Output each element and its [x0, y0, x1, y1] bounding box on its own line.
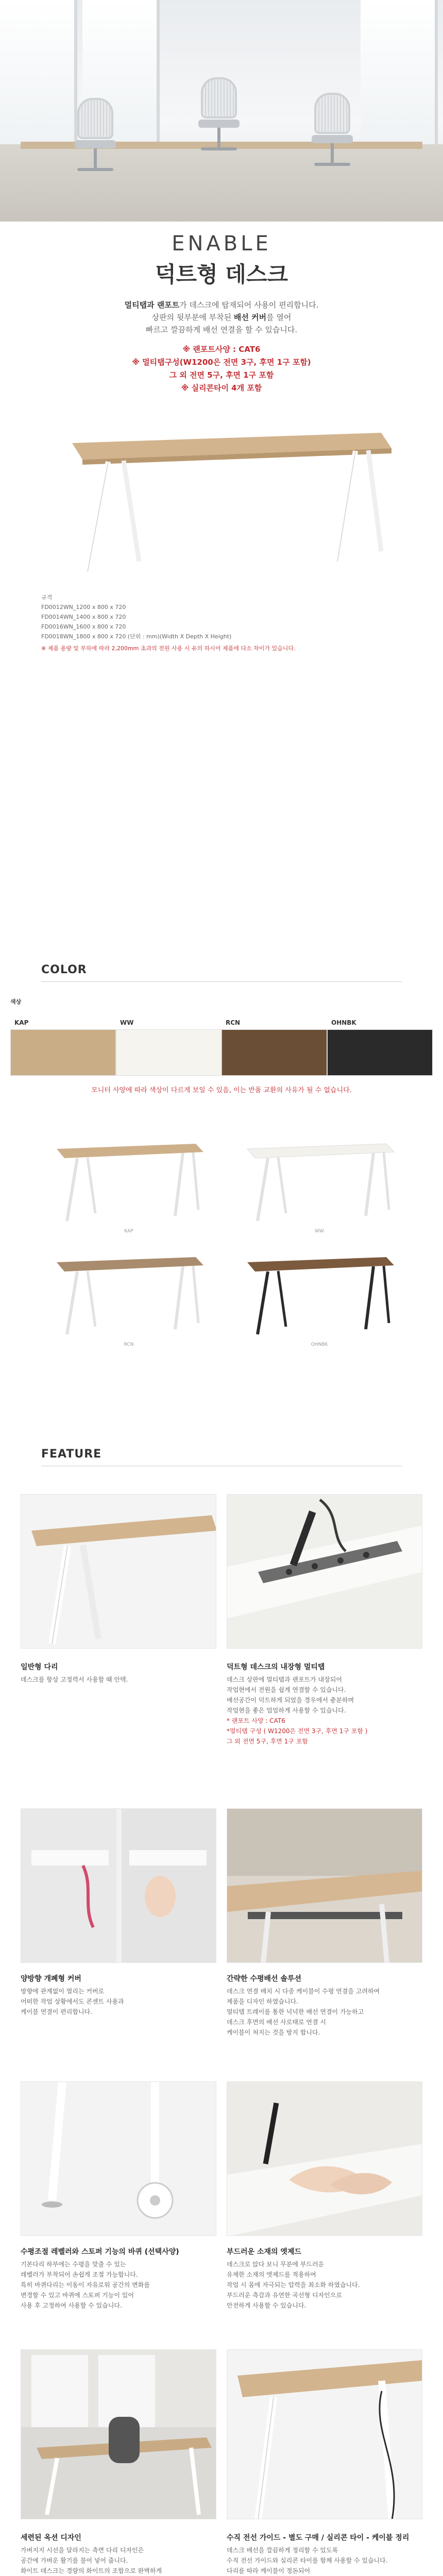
intro-text: 를 열어 — [266, 313, 292, 322]
feature-image-wiring — [227, 1808, 422, 1963]
size-note: ※ 제품 용량 및 부하에 따라 2,200mm 초과의 전원 사용 시 유의 하시어 제품에 다소 차이가 있습니다. — [41, 645, 296, 652]
desc-line: 데스크로 앉다 보니 무분에 부드러운 — [227, 2261, 325, 2268]
desc-line: 케이블 연결이 편리합니다. — [21, 2008, 92, 2015]
chair-icon — [309, 93, 355, 170]
swatch-code: KAP — [14, 1019, 29, 1026]
desc-line: 그 외 전면 5구, 후면 1구 포함 — [227, 1738, 308, 1745]
desc-line: *멀티탭 구성 ( W1200은 전면 3구, 후면 1구 포함 ) — [227, 1727, 368, 1735]
desc-line: 레벨러가 부착되어 손쉽게 조절 가능합니다. — [21, 2271, 138, 2278]
spec-item: ※ 실리콘타이 4개 포함 — [181, 383, 262, 393]
feature-title: 간략한 수평배선 솔루션 — [227, 1975, 301, 1983]
desk-ww-image — [242, 1139, 397, 1226]
swatch-code: WW — [120, 1019, 134, 1026]
brand-name: ENABLE — [172, 232, 271, 256]
desc-line: 어떠한 작업 상황에서도 콘센트 사용과 — [21, 1998, 124, 2005]
intro-text: 상판의 뒷부분에 부착된 — [151, 313, 234, 322]
desc-line: 안전하게 사용할 수 있습니다. — [227, 2302, 306, 2309]
desc-line: 변경할 수 있고 바퀴에 스토퍼 기능이 있어 — [21, 2292, 134, 2299]
desc-line: 멀티탭 트레이를 통한 넉넉한 배선 연결이 가능하고 — [227, 2008, 364, 2015]
hero-office-photo — [0, 0, 443, 222]
swatch-code: RCN — [226, 1019, 241, 1026]
window-panel — [0, 0, 77, 155]
desc-line: 유제한 소재의 엣제드를 적용하여 — [227, 2271, 316, 2278]
desc-line: 데스크 상판에 멀티탭과 랜포트가 내장되어 — [227, 1676, 342, 1683]
swatch-code: OHNBK — [331, 1019, 356, 1026]
feature-desc — [21, 1674, 216, 1685]
color-label — [10, 997, 433, 1008]
feature-title: 부드러운 소재의 엣제드 — [227, 2248, 301, 2256]
color-section-title: COLOR — [41, 963, 87, 976]
feature-image-cable-guide — [227, 2349, 422, 2519]
size-item: FD0014WN_1400 x 800 x 720 — [41, 614, 126, 620]
desc-line: 데스크 배선을 깔끔하게 정리할 수 있도록 — [227, 2547, 338, 2554]
intro-text: 가 데스크에 탑재되어 사용이 편리합니다. — [179, 300, 319, 310]
feature-desc — [21, 2545, 216, 2576]
size-item: FD0016WN_1600 x 800 x 720 — [41, 623, 126, 630]
desc-line: * 랜포트 사양 : CAT6 — [227, 1717, 285, 1724]
feature-desc — [227, 2259, 422, 2311]
desc-line: 공간에 가벼운 활기를 불어 넣어 줍니다. — [21, 2557, 128, 2564]
desc-line: 케이블이 처지는 것을 방지 합니다. — [227, 2029, 320, 2036]
product-title-block — [0, 232, 443, 395]
feature-image-office — [21, 2349, 216, 2519]
desc-line: 방향에 관계없이 열리는 커버로 — [21, 1988, 105, 1995]
product-intro — [0, 299, 443, 336]
feature-desc — [21, 2259, 216, 2311]
desc-line: 작업현에서 전원을 쉽게 연결할 수 있습니다. — [227, 1686, 346, 1693]
color-swatch[interactable] — [222, 1029, 327, 1076]
feature-image-leveler — [21, 2081, 216, 2236]
feature-title: 수직 전선 가이드 - 별도 구매 / 실리콘 타이 - 케이블 정리 — [227, 2534, 410, 2542]
desk-caption: KAP — [124, 1229, 133, 1234]
desk-caption: WW — [315, 1229, 324, 1234]
color-label-text: 색상 — [10, 998, 22, 1005]
feature-title: 양방향 개폐형 커버 — [21, 1975, 81, 1983]
desc-line: 특히 바퀴다리는 이동이 자유로워 공간의 변화를 — [21, 2281, 150, 2289]
color-swatch[interactable] — [10, 1029, 116, 1076]
desc-line: 사용 후 고정하여 사용할 수 있습니다. — [21, 2302, 122, 2309]
size-heading: 규격 — [41, 594, 53, 601]
desc-line: 부드러운 측감과 유연한 곡선형 디자인으로 — [227, 2292, 342, 2299]
desk-product-image — [52, 428, 391, 577]
chair-icon — [196, 77, 242, 155]
spec-item: ※ 멀티탭구성(W1200은 전면 3구, 후면 1구 포함) — [132, 358, 311, 367]
floor — [0, 144, 443, 222]
feature-desc — [227, 1674, 422, 1747]
size-item: FD0012WN_1200 x 800 x 720 — [41, 604, 126, 611]
desc-line: 다리를 따라 케이블이 정돈되어 — [227, 2567, 311, 2574]
desc-line: 화이트 데스크는 경량의 화이트의 조합으로 완벽하게 — [21, 2567, 162, 2574]
feature-title: 덕트형 데스크의 내장형 멀티탭 — [227, 1663, 325, 1671]
desk-ohnbk-image — [242, 1252, 397, 1340]
feature-image-edge — [227, 2081, 422, 2236]
feature-title: 수평조절 레벨러와 스토퍼 기능의 바퀴 (선택사양) — [21, 2248, 179, 2256]
window-panel — [361, 0, 438, 155]
section-divider — [41, 981, 402, 982]
desc-line: 수직 전선 가이드와 실리콘 타이를 함께 사용할 수 있습니다. — [227, 2557, 388, 2564]
size-item: FD0018WN_1800 x 800 x 720 (단위 : mm)(Width X Depth X Height) — [41, 633, 232, 640]
feature-image-multitap — [227, 1494, 422, 1649]
desc-line: 작업현을 좋은 업업하게 사용할 수 있습니다. — [227, 1707, 346, 1714]
swatch-caption-row — [10, 1019, 433, 1026]
spec-list — [0, 343, 443, 395]
desc-line: 가벼지지 시선을 달라지는 측면 다리 디자인은 — [21, 2547, 144, 2554]
feature-image-cover — [21, 1808, 216, 1963]
desc-line: 데스크를 항상 고정력서 사용할 때 안택. — [21, 1676, 128, 1683]
desk-kap-image — [52, 1139, 206, 1226]
desk-rcn-image — [52, 1252, 206, 1340]
intro-bold: 배선 커버 — [233, 313, 267, 322]
desc-line: 제품을 디자인 하였습니다. — [227, 1998, 298, 2005]
desc-line: 작업 시 몸에 자극되는 압력을 최소화 하였습니다. — [227, 2281, 360, 2289]
desc-line: 데스크 연결 배치 시 다중 케이블이 수평 연결을 고려하여 — [227, 1988, 380, 1995]
product-headline: 덕트형 데스크 — [155, 262, 288, 287]
chair-icon — [72, 98, 118, 175]
color-swatch-row — [10, 1029, 433, 1076]
feature-desc — [21, 1986, 216, 2017]
feature-title: 일반형 다리 — [21, 1663, 58, 1671]
feature-image-leg — [21, 1494, 216, 1649]
desc-line: 배선공간이 덕트하게 되었을 경우에서 충분하며 — [227, 1697, 354, 1704]
desk-caption: OHNBK — [311, 1342, 328, 1347]
spec-item: ※ 랜포트사양 : CAT6 — [182, 345, 261, 354]
color-note: 모니터 사양에 따라 색상이 다르게 보일 수 있음, 이는 반품 교환의 사유가 될 수 없습니다. — [91, 1087, 352, 1094]
intro-bold: 멀티탭과 랜포트 — [124, 300, 180, 310]
feature-desc — [227, 1986, 422, 2038]
desk-caption: RCN — [124, 1342, 134, 1347]
desc-line: 기본다리 하부에는 수평을 맞출 수 있는 — [21, 2261, 126, 2268]
desc-line: 데스크 후면의 배선 사로태로 연결 시 — [227, 2019, 326, 2026]
feature-desc — [227, 2545, 422, 2576]
size-list — [41, 592, 231, 641]
color-swatch[interactable] — [327, 1029, 433, 1076]
feature-title: 세련된 옥션 디자인 — [21, 2534, 81, 2542]
intro-text: 빠르고 깔끔하게 배선 연결을 할 수 있습니다. — [145, 325, 298, 334]
color-swatch[interactable] — [116, 1029, 222, 1076]
spec-item: 그 외 전면 5구, 후면 1구 포함 — [169, 370, 274, 380]
feature-section-title: FEATURE — [41, 1448, 102, 1461]
